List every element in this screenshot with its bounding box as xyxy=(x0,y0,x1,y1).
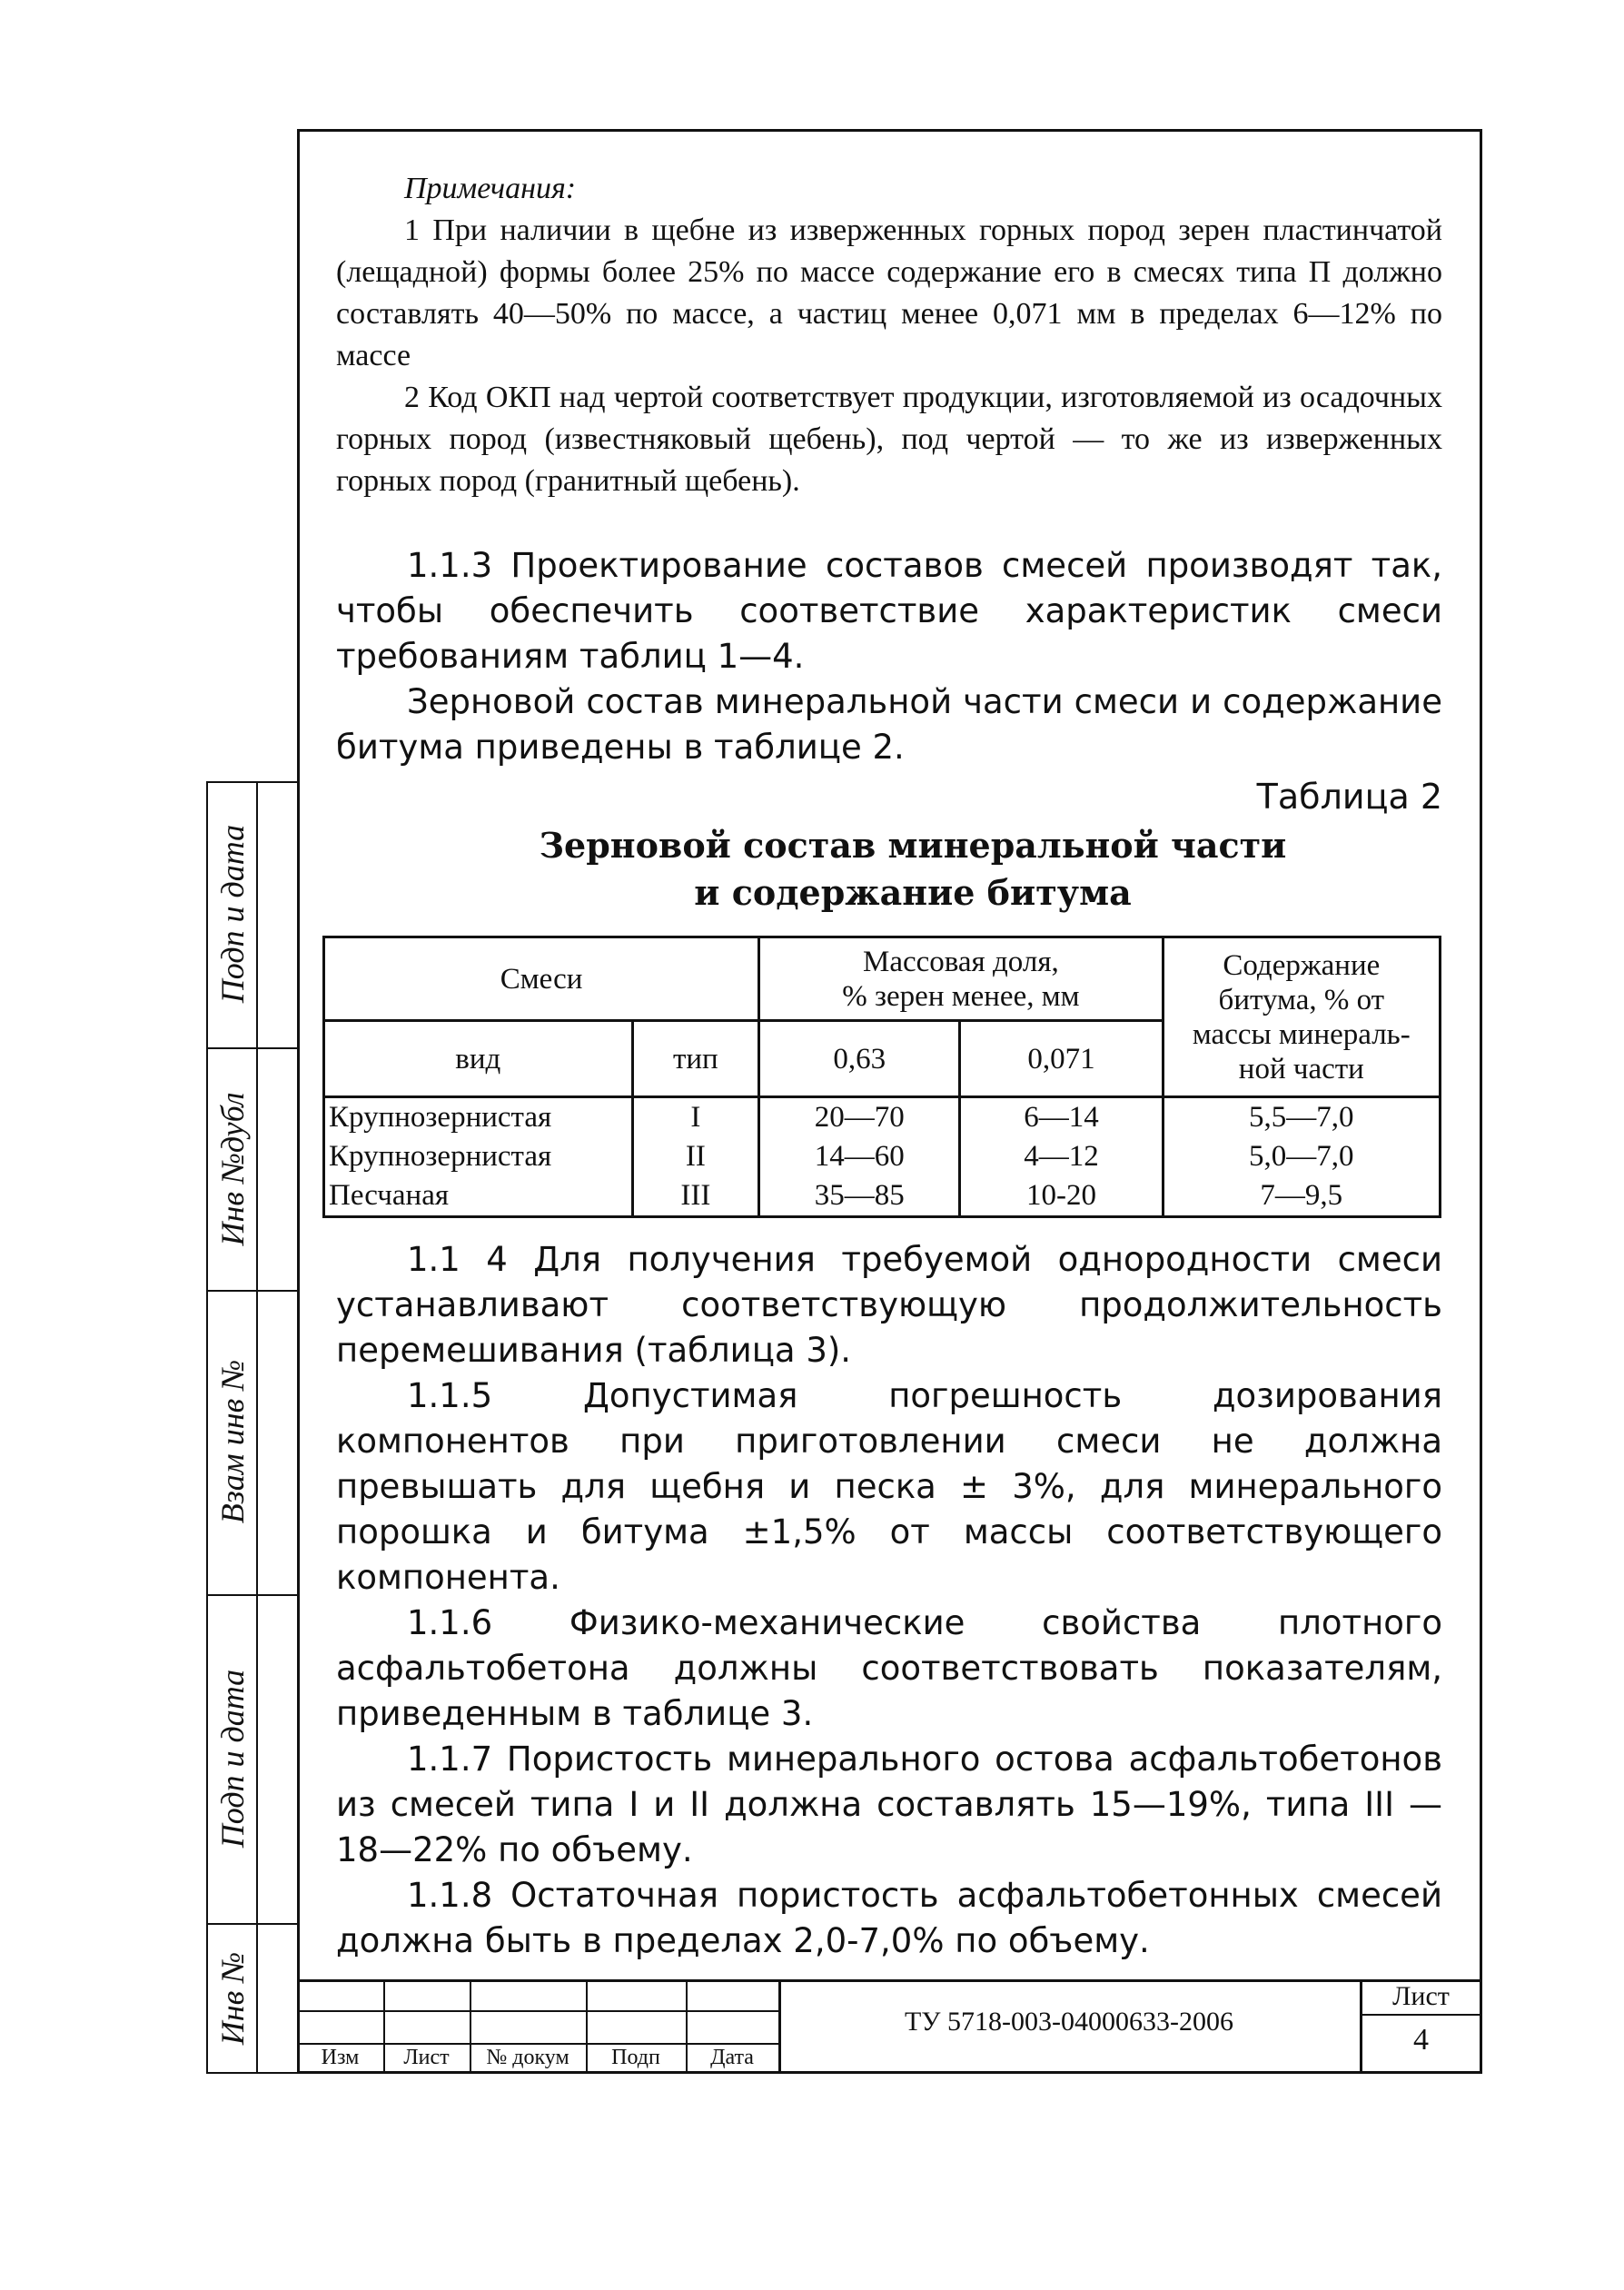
cell-bitumen: 7—9,5 xyxy=(1163,1176,1440,1217)
note-item-1: 1 При наличии в щебне из изверженных горных пород зерен пластинчатой (лещадной) формы более 25% по массе содержание его в смесях типа П должно составлять 40—50% по массе, а частиц менее 0,071 мм в пределах 6—12% по массе xyxy=(336,213,1442,372)
cell-kind: Крупнозернистая xyxy=(324,1097,633,1138)
table-title-line1: Зерновой состав минеральной части xyxy=(539,825,1287,866)
notes-block xyxy=(336,168,1442,502)
table-title-line2: и содержание битума xyxy=(694,872,1132,913)
paragraph-grain-intro: Зерновой состав минеральной части смеси и содержание битума приведены в таблице 2. xyxy=(336,682,1442,767)
body-text-bottom xyxy=(336,1237,1442,1964)
stamp-col-signature: Подп xyxy=(611,2046,660,2069)
header-bitumen-line3: массы минераль- xyxy=(1192,1017,1411,1051)
title-block xyxy=(297,1979,1482,2074)
side-label-inv-number: Инв № xyxy=(214,1951,251,2046)
stamp-col-change: Изм xyxy=(321,2046,360,2069)
paragraph-1-1-6: 1.1.6 Физико-механические свойства плотного асфальтобетона должны соответствовать показателям, приведенным в таблице 3. xyxy=(336,1603,1442,1733)
header-bitumen-line1: Содержание xyxy=(1223,948,1381,982)
cell-0071: 10-20 xyxy=(960,1176,1163,1217)
note-item-2: 2 Код ОКП над чертой соответствует продукции, изготовляемой из осадочных горных пород (известняковый щебень), под чертой — то же из изверженных горных пород (гранитный щебень). xyxy=(336,381,1442,498)
table-row xyxy=(324,1097,1441,1138)
cell-kind: Крупнозернистая xyxy=(324,1137,633,1176)
side-label-dup-inv: Инв №дубл xyxy=(214,1092,251,1246)
side-label-sign-date: Подп и дата xyxy=(214,824,251,1004)
stamp-col-sheet: Лист xyxy=(403,2046,450,2069)
document-code: ТУ 5718-003-04000633-2006 xyxy=(904,2007,1234,2037)
cell-type: I xyxy=(632,1097,759,1138)
table-row xyxy=(324,1176,1441,1217)
header-type: тип xyxy=(632,1021,759,1097)
paragraph-1-1-5: 1.1.5 Допустимая погрешность дозирования компонентов при приготовлении смеси не должна превышать для щебня и песка ± 3%, для минерального порошка и битума ±1,5% от массы соответствующего компонента. xyxy=(336,1376,1442,1597)
cell-063: 35—85 xyxy=(759,1176,960,1217)
cell-bitumen: 5,0—7,0 xyxy=(1163,1137,1440,1176)
cell-bitumen: 5,5—7,0 xyxy=(1163,1097,1440,1138)
side-label-sign-date-2: Подп и дата xyxy=(214,1669,251,1849)
cell-063: 14—60 xyxy=(759,1137,960,1176)
header-size-0071: 0,071 xyxy=(960,1021,1163,1097)
cell-0071: 6—14 xyxy=(960,1097,1163,1138)
header-bitumen xyxy=(1163,937,1440,1097)
paragraph-1-1-4: 1.1 4 Для получения требуемой однородности смеси устанавливают соответствующую продолжительность перемешивания (таблица 3). xyxy=(336,1240,1442,1370)
table-title xyxy=(322,822,1503,917)
header-mass-line2: % зерен менее, мм xyxy=(842,979,1080,1013)
table-header-row-1 xyxy=(324,937,1441,1021)
header-bitumen-line2: битума, % от xyxy=(1218,983,1385,1016)
header-bitumen-line4: ной части xyxy=(1238,1052,1364,1086)
sheet-label: Лист xyxy=(1392,1981,1450,2011)
body-text-top xyxy=(336,543,1442,770)
header-mixes: Смеси xyxy=(324,937,759,1021)
paragraph-1-1-3: 1.1.3 Проектирование составов смесей производят так, чтобы обеспечить соответствие характеристик смеси требованиям таблиц 1—4. xyxy=(336,546,1442,676)
cell-type: III xyxy=(632,1176,759,1217)
side-label-replace-inv: Взам инв № xyxy=(214,1359,251,1524)
cell-063: 20—70 xyxy=(759,1097,960,1138)
notes-title: Примечания: xyxy=(404,172,577,205)
header-kind: вид xyxy=(324,1021,633,1097)
table-label: Таблица 2 xyxy=(1256,777,1442,817)
grain-composition-table xyxy=(322,936,1441,1218)
header-mass-fraction xyxy=(759,937,1163,1021)
paragraph-1-1-8: 1.1.8 Остаточная пористость асфальтобетонных смесей должна быть в пределах 2,0-7,0% по объему. xyxy=(336,1876,1442,1960)
sheet-number: 4 xyxy=(1413,2023,1429,2057)
stamp-col-date: Дата xyxy=(710,2046,754,2069)
cell-0071: 4—12 xyxy=(960,1137,1163,1176)
cell-type: II xyxy=(632,1137,759,1176)
cell-kind: Песчаная xyxy=(324,1176,633,1217)
paragraph-1-1-7: 1.1.7 Пористость минерального остова асфальтобетонов из смесей типа I и II должна составлять 15—19%, типа III — 18—22% по объему. xyxy=(336,1740,1442,1869)
header-size-063: 0,63 xyxy=(759,1021,960,1097)
stamp-col-doc-number: № докум xyxy=(486,2046,569,2069)
table-row xyxy=(324,1137,1441,1176)
header-mass-line1: Массовая доля, xyxy=(862,945,1059,978)
